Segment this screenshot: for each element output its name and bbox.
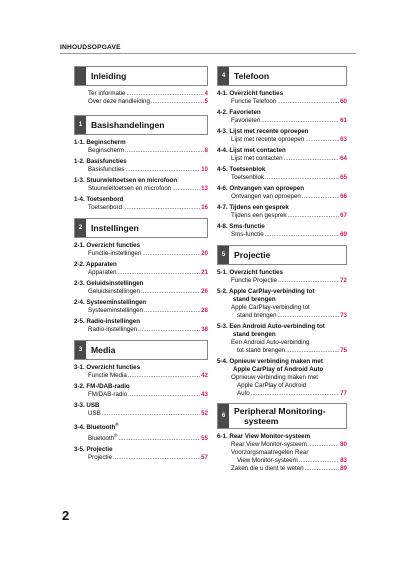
toc-entry-label: Functie Telefoon [231, 98, 277, 105]
subsection-heading: 4-1. Overzicht functies [217, 90, 284, 97]
page-ref: 10 [201, 166, 208, 173]
section-1-basishandelingen[interactable] [74, 115, 208, 135]
section-5-projectie[interactable] [217, 245, 347, 265]
toc-entry-label: Functie Media [88, 372, 127, 379]
page-ref: 42 [201, 372, 208, 379]
toc-entry-label: Rear View Monitor-systeem [231, 441, 307, 448]
subsection-heading-line: 5-2. Apple CarPlay-verbinding tot [217, 288, 315, 295]
subsection-heading: 2-4. Systeeminstellingen [74, 299, 147, 306]
toc-entry-label: Opnieuw verbinding maken met [231, 374, 319, 381]
leader-dots [265, 231, 339, 239]
toc-entry-label: Projectie [88, 454, 113, 462]
toc-entry-label: Functie-instellingen [88, 250, 142, 257]
toc-entry-label: View Monitor-systeem [237, 457, 298, 464]
toc-entry-label: Ontvangen van oproepen [231, 193, 301, 200]
page-number: 2 [62, 508, 70, 523]
toc-entry[interactable] [217, 231, 347, 239]
toc-entry[interactable] [74, 147, 208, 155]
leader-dots [141, 288, 200, 296]
subsection-heading: 4-8. Sms-functie [217, 223, 265, 230]
toc-entry-label: Basisfuncties [88, 166, 125, 173]
leader-dots [128, 372, 200, 380]
toc-entry-label: USB [88, 410, 101, 417]
section-number: 3 [75, 341, 86, 359]
subsection-heading: 1-4. Toetsenbord [74, 196, 124, 203]
subsection-heading: 3-5. Projectie [74, 446, 113, 454]
subsection-heading: 1-1. Beginscherm [74, 139, 126, 146]
toc-entry-label: FM/DAB-radio [88, 391, 128, 398]
page-ref: 80 [340, 441, 347, 448]
toc-entry[interactable] [217, 277, 347, 285]
toc-right-column [217, 62, 347, 473]
leader-dots [286, 347, 339, 355]
page-ref: 63 [340, 136, 347, 143]
section-title: Instellingen [91, 223, 139, 233]
toc-entry-label-text: Bluetooth [88, 435, 115, 443]
toc-entry[interactable] [217, 347, 347, 355]
page-ref: 55 [201, 435, 208, 443]
toc-entry-label: Tijdens een gesprek [231, 212, 287, 219]
header-divider [60, 53, 356, 54]
subsection-heading: 4-4. Lijst met contacten [217, 147, 286, 154]
toc-entry[interactable] [217, 98, 347, 106]
section-number: 5 [218, 246, 229, 264]
toc-entry[interactable] [217, 441, 347, 449]
subsection-heading-line: stand brengen [233, 331, 276, 338]
section-title: Telefoon [234, 71, 270, 81]
toc-entry[interactable] [217, 212, 347, 220]
leader-dots [308, 441, 339, 449]
toc-entry[interactable] [74, 269, 208, 277]
toc-entry[interactable] [74, 185, 208, 193]
leader-dots [305, 136, 339, 144]
page-ref: 65 [340, 174, 347, 181]
toc-entry-label: Over deze handleiding [88, 98, 150, 105]
subsection-heading: 4-6. Ontvangen van oproepen [217, 185, 304, 192]
toc-entry-label: Favorieten [231, 117, 261, 124]
leader-dots [305, 465, 340, 473]
toc-entry-label: Apparaten [88, 269, 117, 276]
toc-entry[interactable] [74, 90, 208, 98]
leader-dots [278, 312, 340, 320]
registered-mark: ® [115, 422, 119, 427]
leader-dots [251, 390, 339, 398]
leader-dots [302, 193, 339, 201]
toc-entry-label: Apple CarPlay of Android [237, 382, 307, 389]
toc-entry[interactable] [217, 390, 347, 398]
toc-entry-label: Radio-instellingen [88, 326, 138, 333]
subsection-heading: 2-5. Radio-instellingen [74, 318, 141, 325]
toc-entry[interactable] [74, 326, 208, 334]
leader-dots [277, 98, 339, 106]
page-ref: 75 [340, 347, 347, 354]
toc-entry-label: Geluidsinstellingen [88, 288, 140, 295]
section-3-media[interactable] [74, 340, 208, 360]
page-ref: 69 [340, 231, 347, 238]
section-title-line: Peripheral Monitoring- [234, 406, 326, 416]
subsection-heading: 4-3. Lijst met recente oproepen [217, 128, 309, 135]
page-ref: 61 [340, 117, 347, 124]
section-4-telefoon[interactable] [217, 66, 347, 86]
section-number [75, 67, 86, 85]
toc-entry[interactable] [74, 98, 208, 106]
subsection-heading: 4-7. Tijdens een gesprek [217, 204, 289, 211]
section-2-instellingen[interactable] [74, 218, 208, 238]
leader-dots [125, 166, 200, 174]
subsection-heading: 2-3. Geluidsinstellingen [74, 280, 144, 287]
subsection-heading [74, 421, 208, 432]
toc-entry[interactable] [74, 454, 208, 462]
leader-dots [102, 410, 200, 418]
toc-entry[interactable] [74, 307, 208, 315]
page-ref: 21 [201, 269, 208, 276]
toc-entry-label: Beginscherm [88, 147, 125, 154]
leader-dots [118, 435, 200, 443]
section-6-peripheral-monitoring[interactable] [217, 403, 347, 429]
leader-dots [288, 212, 340, 220]
toc-entry-label: Ter informatie [88, 90, 126, 97]
page-ref: 89 [340, 465, 347, 472]
section-number: 1 [75, 116, 86, 134]
subsection-heading [217, 288, 347, 304]
page-ref: 16 [201, 204, 208, 211]
leader-dots [172, 185, 200, 193]
toc-entry[interactable] [217, 465, 347, 473]
toc-entry-label: Toetsenbord [88, 204, 123, 211]
leader-dots [113, 454, 200, 462]
toc-entry[interactable] [74, 372, 208, 380]
subsection-heading-line: Apple CarPlay of Android Auto [233, 366, 324, 373]
toc-entry[interactable] [74, 288, 208, 296]
page-header-title: INHOUDSOPGAVE [60, 44, 121, 51]
section-title: Inleiding [91, 71, 127, 81]
page-ref: 8 [204, 147, 208, 154]
leader-dots [126, 90, 203, 98]
leader-dots [138, 326, 200, 334]
registered-mark: ® [114, 433, 118, 439]
section-number: 2 [75, 219, 86, 237]
page-ref: 72 [340, 277, 347, 284]
section-title: Projectie [234, 250, 271, 260]
toc-entry-label: Lijst met recente oproepen [231, 136, 305, 143]
toc-entry[interactable] [74, 250, 208, 258]
toc-entry-label: Een Android Auto-verbinding [231, 339, 310, 346]
section-title-line: systeem [244, 416, 279, 426]
leader-dots [265, 174, 339, 182]
toc-entry-label: stand brengen [237, 312, 277, 319]
page-ref: 4 [204, 90, 208, 97]
subsection-heading: 3-3. USB [74, 402, 100, 409]
page-ref: 77 [340, 390, 347, 397]
page-ref: 67 [340, 212, 347, 219]
page-ref: 66 [340, 193, 347, 200]
leader-dots [278, 277, 339, 285]
leader-dots [299, 457, 339, 465]
subsection-heading [217, 323, 347, 339]
subsection-heading: 2-2. Apparaten [74, 261, 117, 268]
subsection-heading-text: 3-4. Bluetooth [74, 424, 116, 432]
toc-entry[interactable] [217, 136, 347, 144]
toc-entry-label: Sms-functie [231, 231, 264, 238]
subsection-heading: 5-1. Overzicht functies [217, 269, 284, 276]
subsection-heading-line: 5-3. Een Android Auto-verbinding tot [217, 323, 325, 330]
subsection-heading-line: 5-4. Opnieuw verbinding maken met [217, 358, 323, 365]
section-title: Media [91, 345, 116, 355]
section-inleiding[interactable] [74, 66, 208, 86]
leader-dots [142, 250, 200, 258]
subsection-heading: 1-2. Basisfuncties [74, 158, 127, 165]
subsection-heading: 3-1. Overzicht functies [74, 364, 141, 371]
toc-entry[interactable] [74, 432, 208, 443]
page-ref: 73 [340, 312, 347, 319]
section-title: Basishandelingen [91, 120, 165, 130]
toc-entry[interactable] [74, 410, 208, 418]
page-ref: 57 [201, 454, 208, 462]
toc-entry[interactable] [74, 204, 208, 212]
toc-entry-label: Voorzorgsmaatregelen Rear [231, 449, 309, 456]
page-ref: 13 [201, 185, 208, 192]
subsection-heading: 2-1. Overzicht functies [74, 242, 141, 249]
leader-dots [144, 307, 200, 315]
toc-left-column [74, 62, 208, 462]
subsection-heading: 3-2. FM-/DAB-radio [74, 383, 130, 390]
toc-entry[interactable] [217, 155, 347, 163]
page-ref: 26 [201, 288, 208, 295]
page-ref: 52 [201, 410, 208, 417]
page-ref: 28 [201, 307, 208, 314]
toc-entry-label: Lijst met contacten [231, 155, 283, 162]
page-ref: 60 [340, 98, 347, 105]
subsection-heading [217, 358, 347, 374]
page-ref: 64 [340, 155, 347, 162]
leader-dots [128, 391, 200, 399]
subsection-heading-line: stand brengen [233, 296, 276, 303]
subsection-heading: 6-1. Rear View Monitor-systeem [217, 433, 311, 440]
leader-dots [261, 117, 339, 125]
leader-dots [151, 98, 204, 106]
toc-entry[interactable] [74, 166, 208, 174]
leader-dots [118, 269, 201, 277]
toc-entry-label: Toetsenblok [231, 174, 265, 181]
toc-entry-label: Auto [237, 390, 250, 397]
toc-entry[interactable] [217, 312, 347, 320]
toc-entry[interactable] [217, 457, 347, 465]
toc-entry-label: Zaken die u dient te weten [231, 465, 304, 472]
toc-entry[interactable] [217, 117, 347, 125]
toc-entry-label: Stuurwieltoetsen en microfoon [88, 185, 172, 192]
toc-entry-label: Apple CarPlay-verbinding tot [231, 304, 310, 311]
section-title [229, 404, 346, 428]
page-ref: 20 [201, 250, 208, 257]
page-ref: 5 [204, 98, 208, 105]
toc-entry-label [88, 432, 117, 443]
toc-entry-label: Functie Projectie [231, 277, 278, 284]
toc-entry-label: tot stand brengen [237, 347, 286, 354]
subsection-heading: 4-5. Toetsenblok [217, 166, 266, 173]
section-number: 4 [218, 67, 229, 85]
toc-entry-label: Systeeminstellingen [88, 307, 144, 314]
leader-dots [284, 155, 340, 163]
toc-entry[interactable] [74, 391, 208, 399]
subsection-heading: 4-2. Favorieten [217, 109, 261, 116]
section-number: 6 [218, 404, 229, 428]
toc-entry[interactable] [217, 174, 347, 182]
page-ref: 38 [201, 326, 208, 333]
page-ref: 83 [340, 457, 347, 464]
toc-entry[interactable] [217, 193, 347, 201]
subsection-heading: 1-3. Stuurwieltoetsen en microfoon [74, 177, 178, 184]
leader-dots [125, 147, 203, 155]
page-ref: 43 [201, 391, 208, 398]
leader-dots [123, 204, 200, 212]
